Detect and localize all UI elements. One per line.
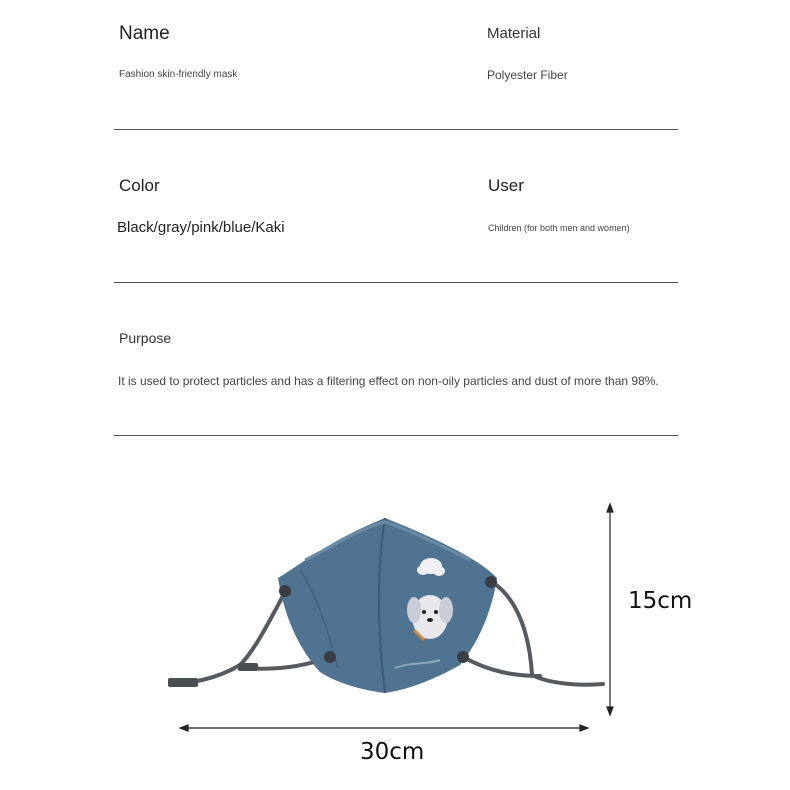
user-label: User: [488, 176, 524, 195]
strap-anchor-top-right: [485, 576, 497, 588]
material-label: Material: [487, 25, 541, 42]
height-dimension-arrow: [607, 504, 613, 715]
height-dimension-label: 15cm: [628, 588, 693, 614]
purpose-value: It is used to protect particles and has a filtering effect on non-oily particles and dust of more than 98%.: [118, 374, 659, 388]
color-value: Black/gray/pink/blue/Kaki: [117, 219, 285, 236]
mask-body: [278, 518, 497, 693]
material-value: Polyester Fiber: [487, 68, 568, 82]
strap-anchor-bottom-right: [457, 651, 469, 663]
width-dimension-arrow: [180, 725, 588, 731]
left-strap-clip: [238, 663, 258, 671]
purpose-label: Purpose: [119, 330, 172, 346]
name-value: Fashion skin-friendly mask: [119, 69, 238, 80]
left-strap-adjuster: [168, 678, 198, 687]
color-label: Color: [119, 176, 160, 195]
strap-anchor-bottom-left: [324, 651, 336, 663]
strap-anchor-top-left: [279, 585, 291, 597]
user-value: Children (for both men and women): [488, 223, 630, 233]
name-label: Name: [119, 23, 170, 44]
width-dimension-label: 30cm: [360, 739, 425, 765]
